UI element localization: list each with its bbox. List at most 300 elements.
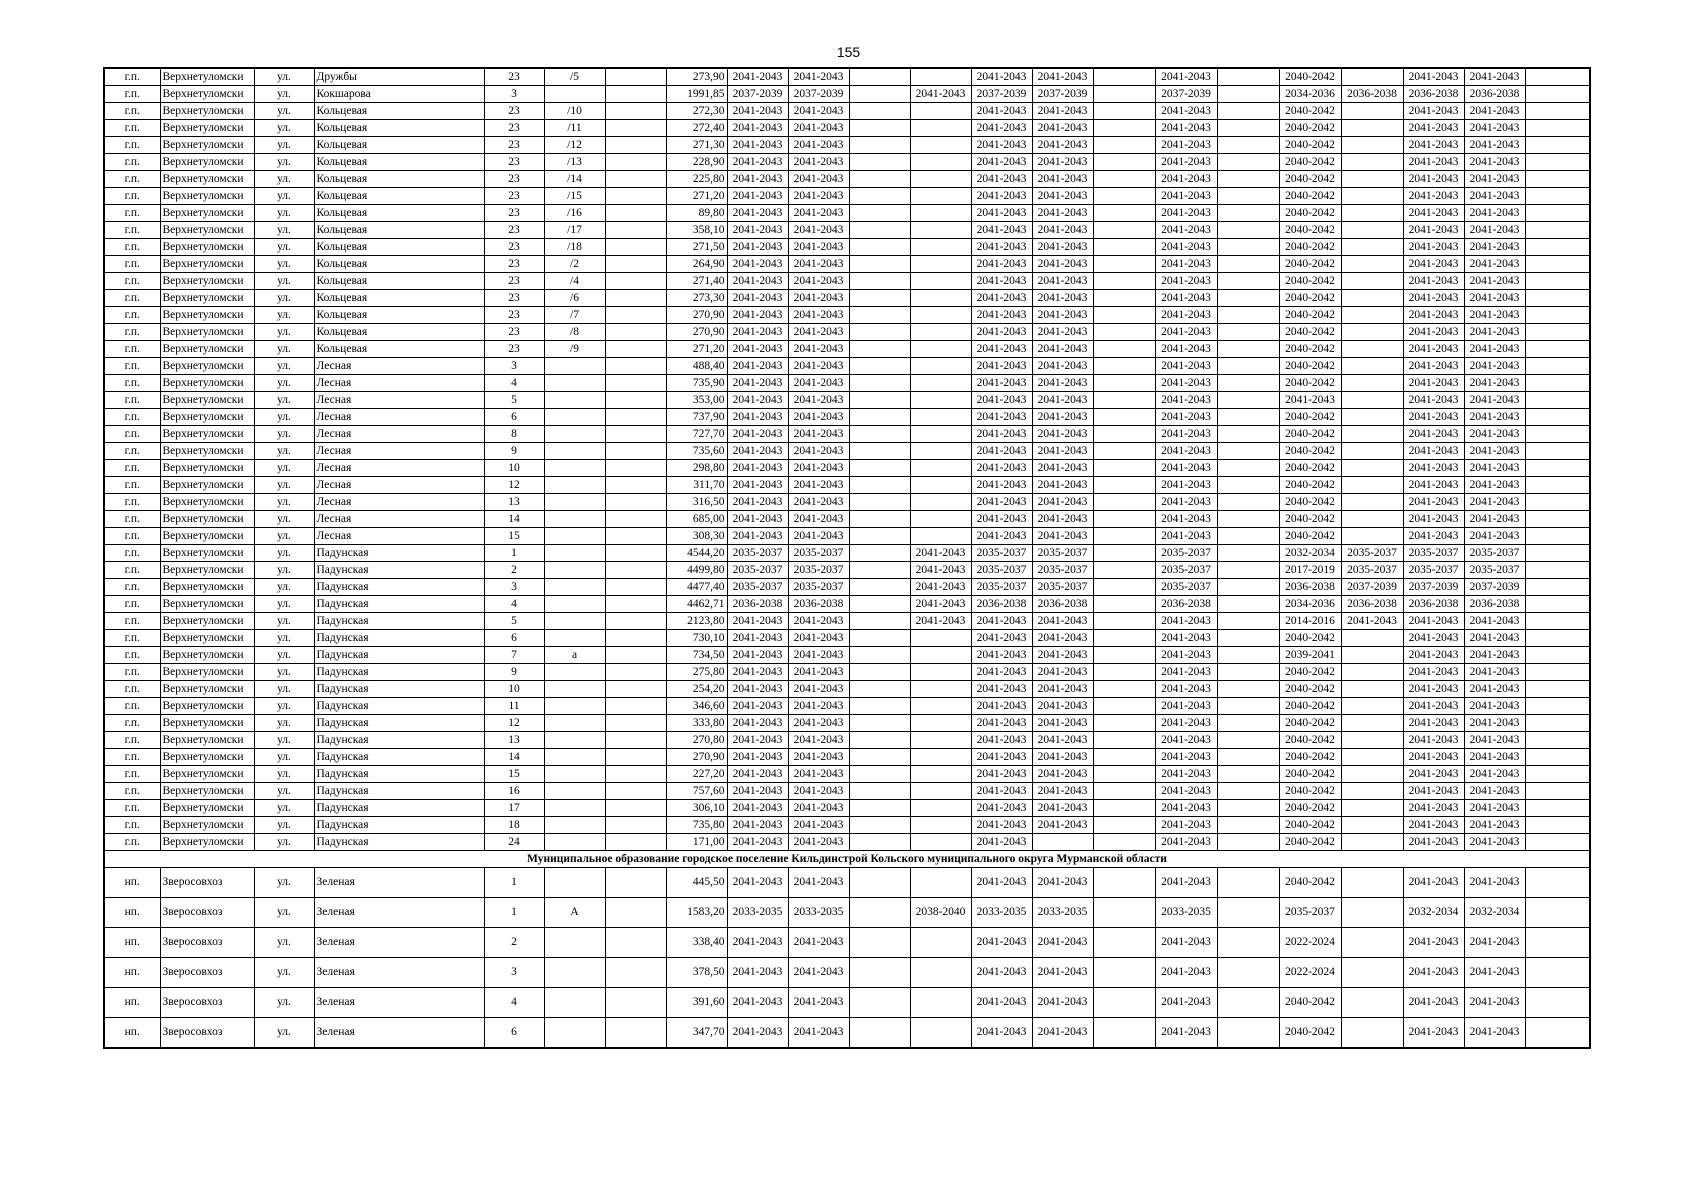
table-cell	[1217, 1018, 1279, 1049]
table-cell: 2041-2043	[1155, 154, 1217, 171]
table-cell: ул.	[254, 205, 314, 222]
table-cell: 2041-2043	[788, 613, 849, 630]
table-cell	[910, 392, 971, 409]
table-cell: 227,20	[666, 766, 727, 783]
table-cell: 2041-2043	[1403, 834, 1464, 851]
table-cell	[1341, 307, 1403, 324]
table-cell: 2041-2043	[1032, 290, 1093, 307]
table-cell: 270,90	[666, 324, 727, 341]
table-cell: ул.	[254, 341, 314, 358]
table-cell: 2041-2043	[971, 137, 1032, 154]
table-cell: 2040-2042	[1279, 494, 1341, 511]
table-cell: Лесная	[314, 528, 484, 545]
table-cell: 737,90	[666, 409, 727, 426]
table-cell: 2041-2043	[971, 630, 1032, 647]
table-cell: г.п.	[104, 256, 160, 273]
table-cell: 23	[484, 154, 544, 171]
table-cell: 2041-2043	[1155, 375, 1217, 392]
table-cell: 16	[484, 783, 544, 800]
table-cell: /4	[544, 273, 605, 290]
table-cell: г.п.	[104, 273, 160, 290]
table-cell: 2036-2038	[1464, 596, 1525, 613]
table-cell: 2032-2034	[1464, 898, 1525, 928]
table-cell: Зверосовхоз	[160, 928, 254, 958]
table-cell: Кольцевая	[314, 324, 484, 341]
table-cell	[605, 562, 666, 579]
table-cell: 273,90	[666, 68, 727, 86]
table-cell: 2041-2043	[1155, 698, 1217, 715]
table-row	[104, 273, 1590, 290]
table-cell: 2041-2043	[788, 681, 849, 698]
table-cell: 316,50	[666, 494, 727, 511]
table-cell	[544, 630, 605, 647]
table-row	[104, 171, 1590, 188]
table-cell: Верхнетуломски	[160, 392, 254, 409]
table-cell: нп.	[104, 868, 160, 898]
table-cell	[1525, 579, 1590, 596]
table-cell: Верхнетуломски	[160, 154, 254, 171]
table-cell: 2041-2043	[788, 460, 849, 477]
table-cell: 346,60	[666, 698, 727, 715]
table-cell: 2041-2043	[1464, 494, 1525, 511]
table-cell: 2041-2043	[1464, 120, 1525, 137]
table-cell: 271,20	[666, 341, 727, 358]
table-cell: 2041-2043	[1032, 154, 1093, 171]
table-cell: 2037-2039	[1341, 579, 1403, 596]
table-cell: 2041-2043	[1403, 988, 1464, 1018]
table-cell	[1093, 290, 1155, 307]
table-cell: 3	[484, 86, 544, 103]
table-cell: Верхнетуломски	[160, 596, 254, 613]
table-cell: г.п.	[104, 154, 160, 171]
table-row	[104, 928, 1590, 958]
table-cell	[1341, 426, 1403, 443]
table-cell: 2041-2043	[971, 324, 1032, 341]
table-cell: 2041-2043	[727, 273, 788, 290]
table-cell	[1341, 171, 1403, 188]
table-cell: 2041-2043	[1464, 698, 1525, 715]
table-cell: 2123,80	[666, 613, 727, 630]
table-cell	[910, 324, 971, 341]
table-cell	[605, 443, 666, 460]
table-cell	[1217, 256, 1279, 273]
table-cell: 5	[484, 613, 544, 630]
table-row	[104, 715, 1590, 732]
table-cell	[910, 137, 971, 154]
table-cell: г.п.	[104, 630, 160, 647]
table-row	[104, 749, 1590, 766]
table-cell	[849, 477, 910, 494]
table-cell: 2041-2043	[1464, 817, 1525, 834]
table-cell: 272,30	[666, 103, 727, 120]
table-cell	[1525, 290, 1590, 307]
table-cell	[1341, 817, 1403, 834]
table-cell: г.п.	[104, 698, 160, 715]
table-cell: нп.	[104, 1018, 160, 1049]
table-cell: 2041-2043	[1464, 715, 1525, 732]
table-cell	[1093, 137, 1155, 154]
table-cell: 2041-2043	[1032, 988, 1093, 1018]
table-cell: 2037-2039	[1032, 86, 1093, 103]
table-cell: ул.	[254, 392, 314, 409]
table-cell: 2041-2043	[1464, 988, 1525, 1018]
table-cell: 2041-2043	[971, 307, 1032, 324]
table-cell: 2041-2043	[1155, 341, 1217, 358]
table-row	[104, 732, 1590, 749]
table-cell: 727,70	[666, 426, 727, 443]
table-cell	[910, 477, 971, 494]
table-row	[104, 154, 1590, 171]
table-cell: 2041-2043	[1464, 647, 1525, 664]
table-cell: 2041-2043	[788, 154, 849, 171]
table-cell: 2041-2043	[1155, 477, 1217, 494]
table-cell: 2041-2043	[727, 222, 788, 239]
table-cell	[1217, 341, 1279, 358]
table-cell	[910, 1018, 971, 1049]
table-cell: 2041-2043	[788, 324, 849, 341]
table-cell: 2041-2043	[1032, 443, 1093, 460]
table-cell	[605, 324, 666, 341]
table-cell	[1217, 928, 1279, 958]
table-cell	[1217, 664, 1279, 681]
table-cell: 2041-2043	[1403, 477, 1464, 494]
table-cell: 2041-2043	[788, 443, 849, 460]
table-cell: Лесная	[314, 511, 484, 528]
table-cell: Верхнетуломски	[160, 426, 254, 443]
table-cell: 2041-2043	[788, 120, 849, 137]
table-cell: 2041-2043	[1464, 630, 1525, 647]
table-cell: 23	[484, 239, 544, 256]
table-cell: 4	[484, 988, 544, 1018]
table-cell: /11	[544, 120, 605, 137]
table-cell: Кольцевая	[314, 239, 484, 256]
table-cell	[849, 596, 910, 613]
table-cell: 2041-2043	[727, 120, 788, 137]
table-cell: 23	[484, 120, 544, 137]
table-cell: 2036-2038	[1279, 579, 1341, 596]
table-cell	[910, 511, 971, 528]
table-cell: 2041-2043	[1155, 222, 1217, 239]
table-cell	[910, 698, 971, 715]
table-cell: 11	[484, 698, 544, 715]
table-cell: 2041-2043	[1403, 273, 1464, 290]
table-cell: ул.	[254, 307, 314, 324]
table-row	[104, 188, 1590, 205]
table-cell: 2040-2042	[1279, 988, 1341, 1018]
table-cell: 2041-2043	[727, 324, 788, 341]
table-cell: Кольцевая	[314, 290, 484, 307]
table-cell: 2	[484, 562, 544, 579]
table-cell	[605, 426, 666, 443]
table-cell: 2041-2043	[1403, 68, 1464, 86]
table-cell	[1341, 273, 1403, 290]
table-cell: 2032-2034	[1403, 898, 1464, 928]
table-cell	[605, 68, 666, 86]
table-cell	[849, 817, 910, 834]
table-cell	[910, 868, 971, 898]
table-cell: 2041-2043	[727, 868, 788, 898]
table-cell	[1217, 273, 1279, 290]
table-cell: Падунская	[314, 783, 484, 800]
table-cell: Верхнетуломски	[160, 324, 254, 341]
table-cell	[910, 239, 971, 256]
table-cell: Кольцевая	[314, 307, 484, 324]
table-cell: 2041-2043	[1403, 307, 1464, 324]
table-cell: 735,90	[666, 375, 727, 392]
table-cell: 2041-2043	[1464, 341, 1525, 358]
table-cell	[1525, 630, 1590, 647]
table-cell	[1217, 103, 1279, 120]
table-cell: Падунская	[314, 613, 484, 630]
table-cell: 2041-2043	[788, 834, 849, 851]
table-cell: 2041-2043	[1155, 511, 1217, 528]
table-cell	[1525, 817, 1590, 834]
table-cell: 2041-2043	[727, 188, 788, 205]
table-cell: 2041-2043	[727, 154, 788, 171]
table-cell: 2041-2043	[727, 1018, 788, 1049]
table-cell: 12	[484, 477, 544, 494]
table-cell	[849, 154, 910, 171]
table-cell: 2041-2043	[971, 681, 1032, 698]
table-cell: 5	[484, 392, 544, 409]
table-cell	[849, 494, 910, 511]
table-cell: А	[544, 898, 605, 928]
table-cell: г.п.	[104, 749, 160, 766]
table-cell: 2033-2035	[788, 898, 849, 928]
table-cell	[910, 375, 971, 392]
table-cell: 2041-2043	[971, 477, 1032, 494]
table-cell	[1525, 783, 1590, 800]
table-cell	[849, 868, 910, 898]
table-cell: 2041-2043	[788, 630, 849, 647]
table-cell	[1217, 596, 1279, 613]
table-cell	[1217, 426, 1279, 443]
table-cell: 2041-2043	[1032, 239, 1093, 256]
table-cell: ул.	[254, 698, 314, 715]
table-cell: 2041-2043	[1464, 137, 1525, 154]
table-cell	[1525, 613, 1590, 630]
table-cell	[1525, 715, 1590, 732]
table-cell	[1341, 698, 1403, 715]
table-cell: ул.	[254, 664, 314, 681]
table-cell: 18	[484, 817, 544, 834]
table-cell: 2041-2043	[788, 68, 849, 86]
table-cell: Зверосовхоз	[160, 958, 254, 988]
table-cell	[1093, 1018, 1155, 1049]
table-cell: 2041-2043	[788, 698, 849, 715]
table-cell: 2040-2042	[1279, 426, 1341, 443]
table-cell	[1093, 460, 1155, 477]
table-cell: 2041-2043	[1464, 307, 1525, 324]
table-cell	[605, 958, 666, 988]
table-cell: 2041-2043	[788, 137, 849, 154]
table-cell: г.п.	[104, 171, 160, 188]
table-cell	[1341, 239, 1403, 256]
table-cell	[1093, 613, 1155, 630]
table-cell	[849, 988, 910, 1018]
table-cell: 2041-2043	[1032, 426, 1093, 443]
table-cell: 2041-2043	[1464, 511, 1525, 528]
table-cell: 730,10	[666, 630, 727, 647]
table-cell: 270,90	[666, 307, 727, 324]
table-cell: 353,00	[666, 392, 727, 409]
table-cell	[605, 341, 666, 358]
table-cell	[910, 460, 971, 477]
table-cell	[1217, 898, 1279, 928]
table-cell	[1341, 511, 1403, 528]
table-cell: 2041-2043	[971, 273, 1032, 290]
table-cell: 2036-2038	[1403, 596, 1464, 613]
table-cell: 2041-2043	[1032, 928, 1093, 958]
table-cell: г.п.	[104, 800, 160, 817]
table-cell	[849, 958, 910, 988]
table-cell	[1525, 273, 1590, 290]
table-cell: /5	[544, 68, 605, 86]
table-row	[104, 392, 1590, 409]
table-cell: 2041-2043	[1403, 647, 1464, 664]
table-cell: 2041-2043	[727, 800, 788, 817]
table-cell	[1341, 375, 1403, 392]
table-cell	[605, 766, 666, 783]
table-row	[104, 375, 1590, 392]
table-cell: Кокшарова	[314, 86, 484, 103]
table-cell: 2041-2043	[788, 800, 849, 817]
table-cell	[849, 898, 910, 928]
table-cell: Падунская	[314, 647, 484, 664]
table-cell: 2040-2042	[1279, 834, 1341, 851]
table-cell: 2041-2043	[971, 958, 1032, 988]
table-cell	[605, 681, 666, 698]
table-cell: г.п.	[104, 528, 160, 545]
table-cell: 2040-2042	[1279, 630, 1341, 647]
table-cell	[849, 715, 910, 732]
table-cell: 2022-2024	[1279, 928, 1341, 958]
table-row	[104, 341, 1590, 358]
table-cell	[544, 511, 605, 528]
table-cell: ул.	[254, 647, 314, 664]
table-cell: 2041-2043	[1464, 749, 1525, 766]
table-cell: 2041-2043	[971, 988, 1032, 1018]
table-cell	[544, 749, 605, 766]
table-cell: 2041-2043	[727, 239, 788, 256]
table-cell	[544, 545, 605, 562]
table-row	[104, 834, 1590, 851]
table-cell	[1093, 647, 1155, 664]
table-cell: 2041-2043	[971, 426, 1032, 443]
table-cell: 2041-2043	[727, 988, 788, 1018]
table-cell: г.п.	[104, 188, 160, 205]
table-cell: г.п.	[104, 766, 160, 783]
table-cell: 2040-2042	[1279, 664, 1341, 681]
table-cell	[1341, 188, 1403, 205]
table-cell: 2041-2043	[1155, 1018, 1217, 1049]
table-cell: 2041-2043	[727, 256, 788, 273]
table-cell: 2041-2043	[1403, 1018, 1464, 1049]
table-cell: 2041-2043	[971, 375, 1032, 392]
table-cell: 2041-2043	[971, 460, 1032, 477]
table-cell: ул.	[254, 715, 314, 732]
table-cell: Верхнетуломски	[160, 545, 254, 562]
table-cell	[1217, 766, 1279, 783]
table-cell	[1341, 103, 1403, 120]
table-cell	[1217, 988, 1279, 1018]
table-row	[104, 120, 1590, 137]
table-cell: 2041-2043	[1464, 273, 1525, 290]
table-cell: Верхнетуломски	[160, 681, 254, 698]
table-cell: 2038-2040	[910, 898, 971, 928]
table-cell: 23	[484, 324, 544, 341]
table-cell	[1525, 137, 1590, 154]
table-cell: ул.	[254, 273, 314, 290]
table-cell: 2041-2043	[788, 426, 849, 443]
table-cell: 2014-2016	[1279, 613, 1341, 630]
table-cell: 2040-2042	[1279, 205, 1341, 222]
table-cell	[1525, 460, 1590, 477]
table-row	[104, 958, 1590, 988]
table-cell	[1217, 817, 1279, 834]
table-cell: 2041-2043	[727, 511, 788, 528]
table-cell: Верхнетуломски	[160, 460, 254, 477]
table-cell	[544, 375, 605, 392]
table-cell	[910, 222, 971, 239]
table-cell: 10	[484, 460, 544, 477]
table-cell	[1093, 732, 1155, 749]
table-cell	[1341, 988, 1403, 1018]
table-cell	[1525, 477, 1590, 494]
table-cell: г.п.	[104, 715, 160, 732]
table-row	[104, 783, 1590, 800]
table-cell: 2041-2043	[727, 494, 788, 511]
table-cell	[605, 358, 666, 375]
table-cell: 2041-2043	[1403, 732, 1464, 749]
table-row	[104, 562, 1590, 579]
table-cell: 2041-2043	[1403, 783, 1464, 800]
table-cell	[1217, 239, 1279, 256]
table-cell	[1093, 154, 1155, 171]
table-cell: г.п.	[104, 545, 160, 562]
table-cell: Кольцевая	[314, 137, 484, 154]
table-cell: 2041-2043	[788, 205, 849, 222]
table-cell: 2035-2037	[1341, 545, 1403, 562]
table-cell: 2041-2043	[1155, 273, 1217, 290]
table-cell	[605, 477, 666, 494]
table-cell: 2041-2043	[1403, 256, 1464, 273]
table-row	[104, 307, 1590, 324]
table-cell: 2041-2043	[971, 120, 1032, 137]
table-cell: 2041-2043	[971, 698, 1032, 715]
table-cell	[849, 86, 910, 103]
table-cell: 2041-2043	[1464, 324, 1525, 341]
table-cell: 2035-2037	[1032, 562, 1093, 579]
table-row	[104, 647, 1590, 664]
table-cell: 4544,20	[666, 545, 727, 562]
table-cell	[605, 154, 666, 171]
table-cell: г.п.	[104, 817, 160, 834]
table-cell: Верхнетуломски	[160, 800, 254, 817]
table-cell: 23	[484, 171, 544, 188]
table-cell: 2041-2043	[971, 341, 1032, 358]
table-cell: 2041-2043	[788, 188, 849, 205]
table-cell: /10	[544, 103, 605, 120]
table-cell: 2041-2043	[971, 715, 1032, 732]
table-cell: 2041-2043	[727, 443, 788, 460]
table-cell: ул.	[254, 477, 314, 494]
table-cell: Лесная	[314, 460, 484, 477]
table-cell	[605, 715, 666, 732]
table-cell: ул.	[254, 681, 314, 698]
table-cell: 2041-2043	[971, 834, 1032, 851]
table-cell: 2041-2043	[1032, 1018, 1093, 1049]
